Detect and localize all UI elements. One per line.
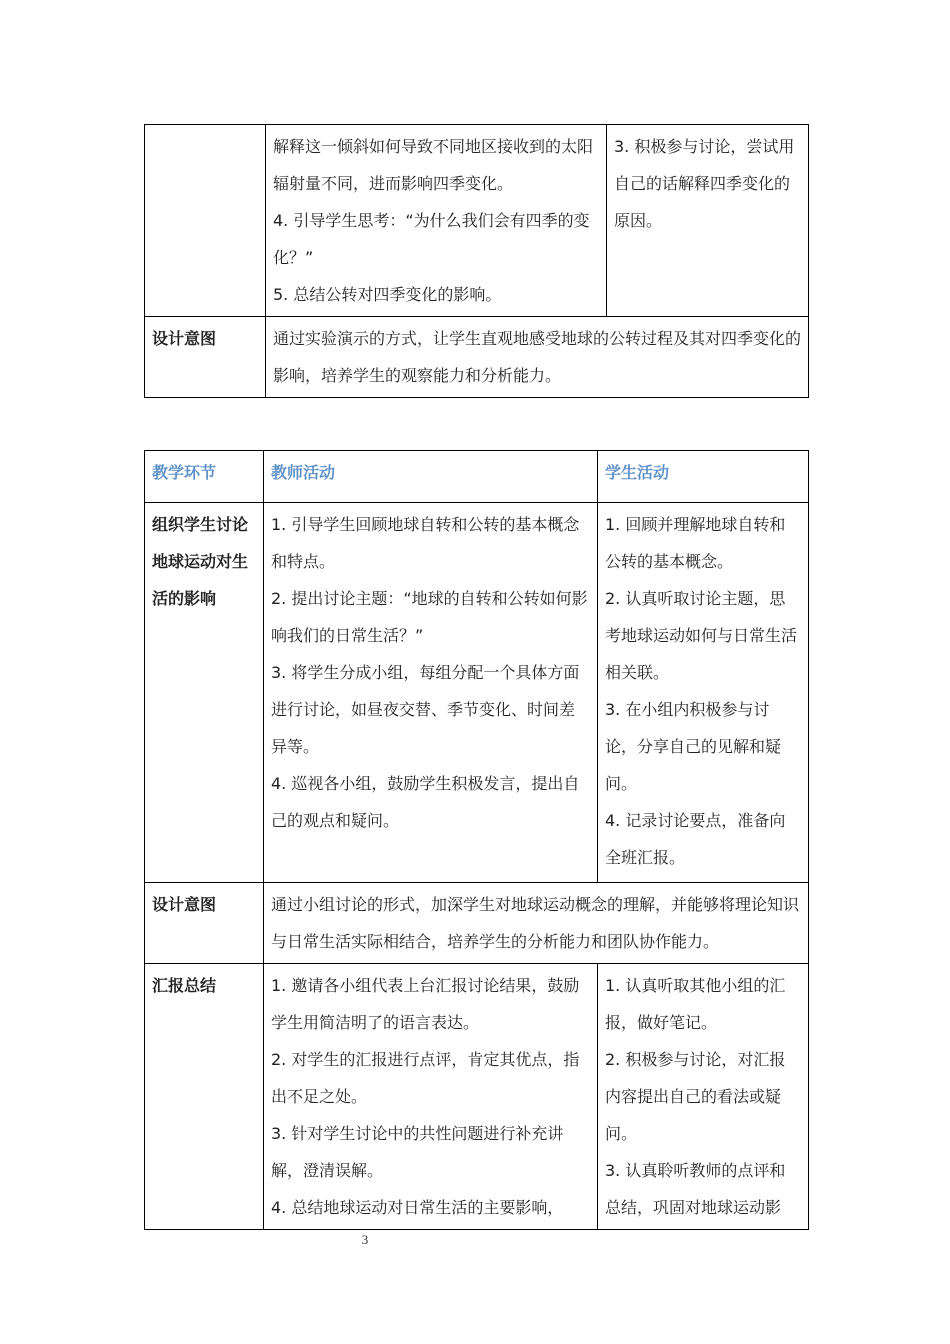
paragraph: 3. 针对学生讨论中的共性问题进行补充讲解，澄清误解。: [271, 1124, 564, 1180]
paragraph: 1. 引导学生回顾地球自转和公转的基本概念和特点。: [271, 515, 580, 571]
paragraph: 1. 邀请各小组代表上台汇报讨论结果，鼓励学生用简洁明了的语言表达。: [271, 976, 580, 1032]
paragraph: 5. 总结公转对四季变化的影响。: [273, 285, 502, 304]
table-row: [145, 317, 809, 398]
paragraph: 1. 认真听取其他小组的汇报，做好笔记。: [605, 976, 786, 1032]
design-intent-text: 通过实验演示的方式，让学生直观地感受地球的公转过程及其对四季变化的影响，培养学生的观察能力和分析能力。: [266, 317, 809, 398]
design-intent-label: 设计意图: [145, 883, 264, 964]
paragraph: 2. 对学生的汇报进行点评，肯定其优点，指出不足之处。: [271, 1050, 580, 1106]
paragraph: 4. 记录讨论要点，准备向全班汇报。: [605, 811, 786, 867]
student-activity-cell: [598, 964, 809, 1230]
paragraph: 3. 在小组内积极参与讨论，分享自己的见解和疑问。: [605, 700, 782, 793]
design-intent-label: 设计意图: [145, 317, 266, 398]
page-number: 3: [361, 1232, 369, 1247]
paragraph: 3. 将学生分成小组，每组分配一个具体方面进行讨论，如昼夜交替、季节变化、时间差异等。: [271, 663, 580, 756]
stage-label: 组织学生讨论地球运动对生活的影响: [145, 503, 264, 883]
paragraph: 2. 提出讨论主题：“地球的自转和公转如何影响我们的日常生活？”: [271, 589, 588, 645]
header-student: 学生活动: [598, 451, 809, 503]
paragraph: 4. 引导学生思考：“为什么我们会有四季的变化？”: [273, 211, 590, 267]
header-teacher: 教师活动: [264, 451, 598, 503]
stage-cell: [145, 125, 266, 317]
paragraph: 2. 积极参与讨论，对汇报内容提出自己的看法或疑问。: [605, 1050, 786, 1143]
paragraph: 3. 积极参与讨论，尝试用自己的话解释四季变化的原因。: [614, 137, 795, 230]
table-row: [145, 125, 809, 317]
paragraph: 4. 总结地球运动对日常生活的主要影响，: [271, 1198, 564, 1217]
lesson-table-continued: [144, 124, 809, 398]
student-activity-cell: [598, 503, 809, 883]
teacher-activity-cell: [264, 503, 598, 883]
table-row: [145, 964, 809, 1230]
stage-label: 汇报总结: [145, 964, 264, 1230]
teacher-activity-cell: [266, 125, 607, 317]
paragraph: 解释这一倾斜如何导致不同地区接收到的太阳辐射量不同，进而影响四季变化。: [273, 137, 594, 193]
teacher-activity-cell: [264, 964, 598, 1230]
paragraph: 4. 巡视各小组，鼓励学生积极发言，提出自己的观点和疑问。: [271, 774, 580, 830]
header-stage: 教学环节: [145, 451, 264, 503]
table-row: [145, 503, 809, 883]
paragraph: 3. 认真聆听教师的点评和总结，巩固对地球运动影: [605, 1161, 786, 1217]
paragraph: 2. 认真听取讨论主题，思考地球运动如何与日常生活相关联。: [605, 589, 798, 682]
table-row: [145, 883, 809, 964]
student-activity-cell: [607, 125, 809, 317]
lesson-table: [144, 450, 809, 1230]
table-header-row: [145, 451, 809, 503]
paragraph: 1. 回顾并理解地球自转和公转的基本概念。: [605, 515, 786, 571]
design-intent-text: 通过小组讨论的形式，加深学生对地球运动概念的理解，并能够将理论知识与日常生活实际相结合，培养学生的分析能力和团队协作能力。: [264, 883, 809, 964]
